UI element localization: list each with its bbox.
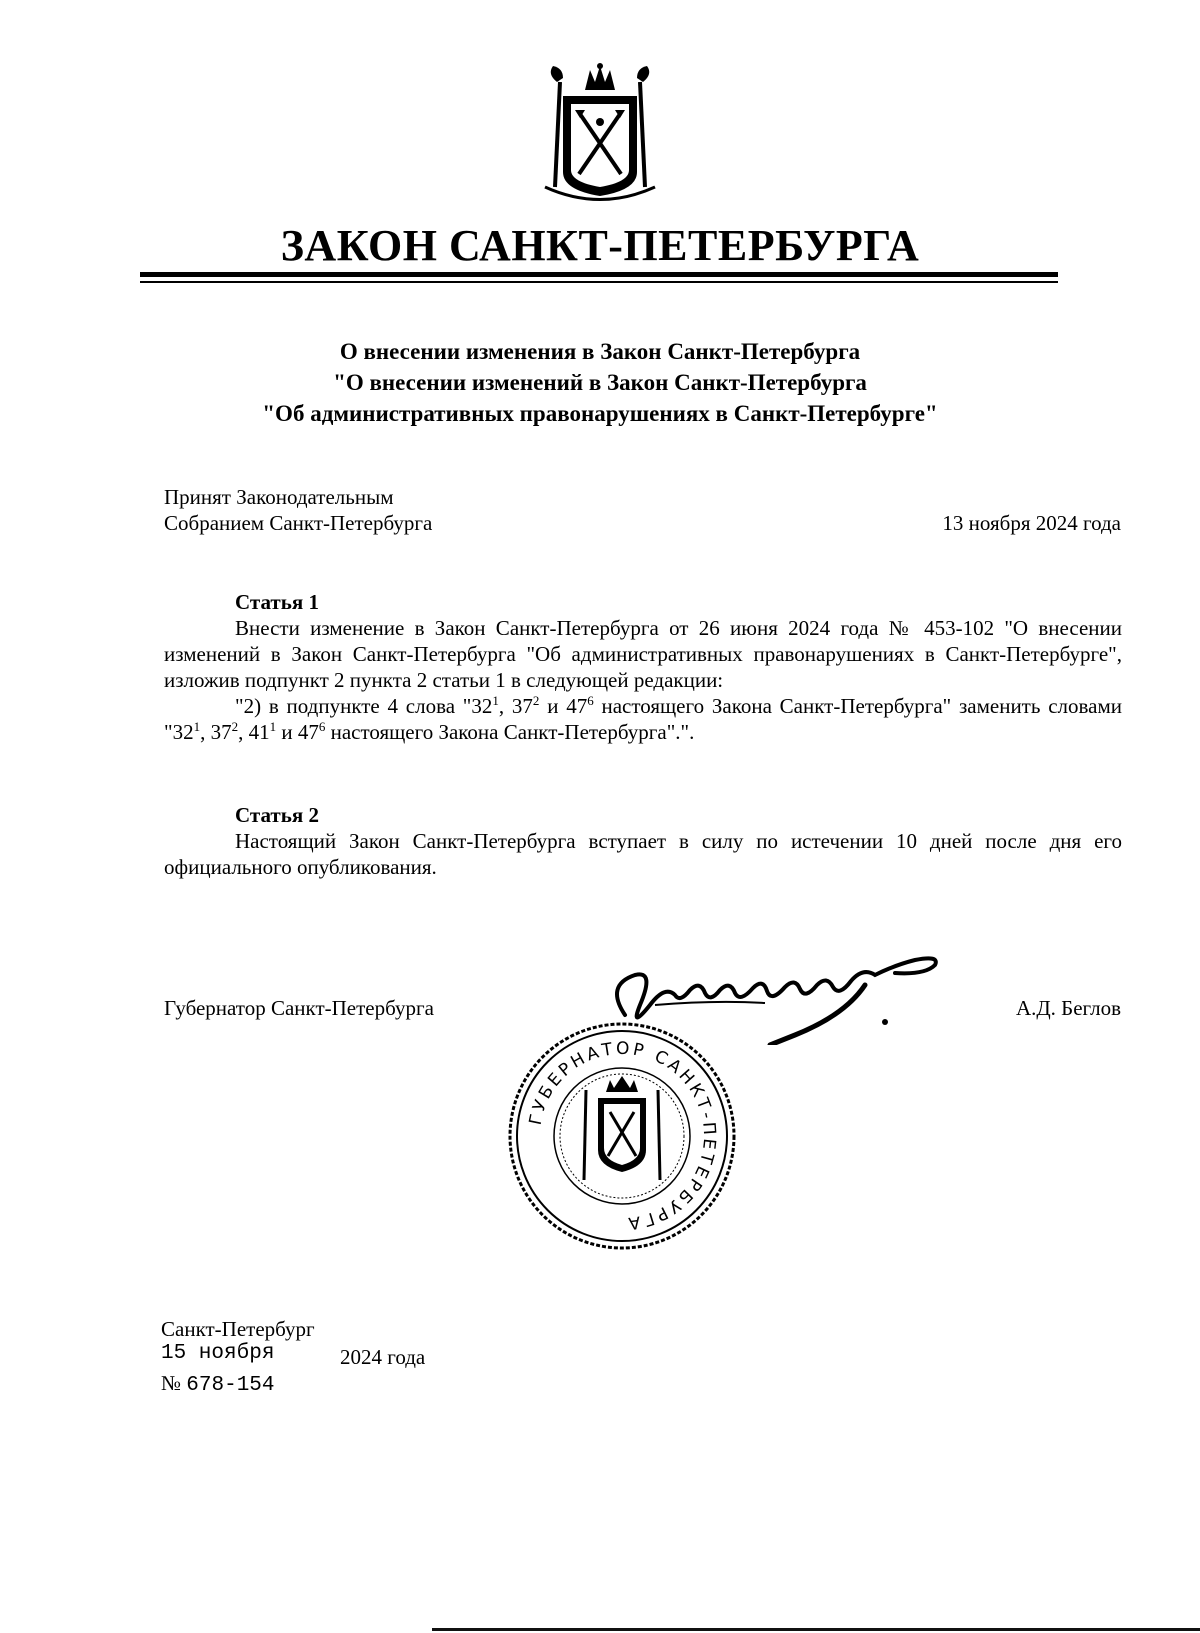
article-1-heading: Статья 1 [235,590,319,614]
signing-place: Санкт-Петербург [161,1317,315,1341]
signing-year: 2024 года [340,1345,426,1369]
law-number-prefix: № [161,1371,182,1395]
svg-text:ГУБЕРНАТОР САНКТ-ПЕТЕРБУРГА: ГУБЕРНАТОР САНКТ-ПЕТЕРБУРГА [525,1038,720,1234]
article-2-body [164,828,1122,880]
law-number-value: 678-154 [186,1374,275,1397]
article-1-paragraph-1: Внести изменение в Закон Санкт-Петербурга от 26 июня 2024 года № 453-102 "О внесении изменений в Закон Санкт-Петербурга "Об административных правонарушениях в Санкт-Петербурге", изложив подпункт 2 пункта 2 статьи 1 в следующей редакции: [164,616,1122,692]
subtitle-line-1: О внесении изменения в Закон Санкт-Петербурга [339,339,861,364]
article-2-paragraph-1: Настоящий Закон Санкт-Петербурга вступает в силу по истечении 10 дней после дня его официального опубликования. [164,829,1122,879]
subtitle-line-3: "Об административных правонарушениях в Санкт-Петербурге" [262,401,938,426]
article-1-paragraph-2: "2) в подпункте 4 слова "$32^1$, $37^2$ и $47^6$ настоящего Закона Санкт-Петербурга" заменить словами "$32^1$, $37^2$, $41^1$ и $47^6$ настоящего Закона Санкт-Петербурга".". [164,693,1122,744]
adoption-line-1: Принят Законодательным [164,485,394,509]
law-number [161,1370,275,1399]
adoption-line-2: Собранием Санкт-Петербурга [164,511,433,535]
governor-name: А.Д. Беглов [1015,996,1121,1020]
signing-day-month: 15 ноября [161,1342,275,1365]
article-1-body [164,615,1122,745]
subtitle-line-2: "О внесении изменений в Закон Санкт-Петербурга [333,370,867,395]
adoption-date: 13 ноября 2024 года [942,511,1121,535]
article-2-heading: Статья 2 [235,803,319,827]
coat-of-arms-emblem [535,62,665,202]
law-subtitle [0,336,1200,429]
governor-title: Губернатор Санкт-Петербурга [164,996,434,1020]
governor-seal [506,1020,738,1252]
adoption-statement [164,484,564,536]
page-bottom-edge [432,1628,1200,1631]
document-title: ЗАКОН САНКТ-ПЕТЕРБУРГА [280,221,920,270]
title-rule-thin [140,281,1058,283]
title-rule-thick [140,272,1058,277]
